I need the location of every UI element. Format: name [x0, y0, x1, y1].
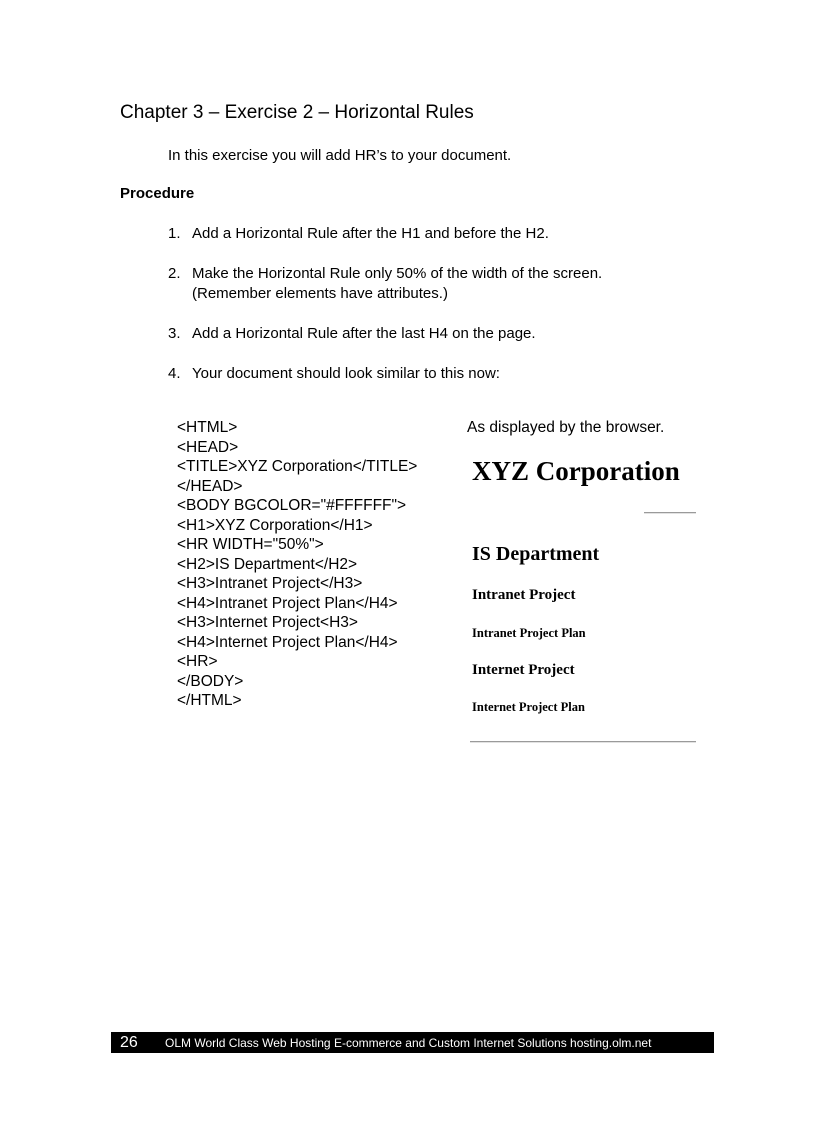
- step-number: 1.: [168, 225, 181, 242]
- step-text: Add a Horizontal Rule after the H1 and before the H2.: [192, 225, 549, 242]
- procedure-step: [168, 324, 688, 344]
- procedure-steps: [168, 224, 688, 404]
- code-line: <BODY BGCOLOR="#FFFFFF">: [177, 497, 407, 514]
- code-line: <H2>IS Department</H2>: [177, 555, 358, 573]
- procedure-step: [168, 224, 688, 244]
- preview-h2: IS Department: [472, 543, 600, 565]
- code-line: <TITLE>XYZ Corporation</TITLE>: [177, 458, 418, 475]
- step-number: 2.: [168, 265, 181, 282]
- step-number: 4.: [168, 365, 181, 382]
- chapter-title: Chapter 3 – Exercise 2 – Horizontal Rules: [120, 102, 474, 123]
- procedure-heading: Procedure: [120, 185, 195, 202]
- preview-h3-internet: Internet Project: [472, 662, 575, 678]
- browser-preview: [470, 450, 698, 750]
- code-line: <HR>: [177, 653, 218, 670]
- footer-text: OLM World Class Web Hosting E-commerce and Custom Internet Solutions hosting.olm.net: [165, 1036, 652, 1050]
- code-line: </HTML>: [177, 692, 242, 709]
- preview-h4-internet: Internet Project Plan: [472, 700, 585, 714]
- code-line: <HEAD>: [177, 438, 239, 456]
- preview-h1: XYZ Corporation: [472, 456, 680, 486]
- procedure-step: [168, 264, 688, 304]
- page-footer: [111, 1032, 714, 1053]
- preview-hr-half-width: [644, 512, 696, 514]
- code-line: <HTML>: [177, 419, 238, 436]
- exercise-intro: In this exercise you will add HR’s to your document.: [168, 147, 512, 164]
- step-number: 3.: [168, 325, 181, 342]
- step-text: Make the Horizontal Rule only 50% of the width of the screen.: [192, 265, 603, 282]
- html-code-listing: [177, 418, 417, 711]
- code-line: <H4>Intranet Project Plan</H4>: [177, 594, 398, 612]
- step-text: (Remember elements have attributes.): [192, 285, 448, 302]
- preview-h3-intranet: Intranet Project: [472, 587, 576, 603]
- page-number: 26: [120, 1034, 138, 1051]
- preview-hr-full-width: [470, 741, 696, 743]
- step-text: Your document should look similar to this now:: [192, 365, 500, 382]
- procedure-step: [168, 364, 688, 384]
- preview-h4-intranet: Intranet Project Plan: [472, 626, 586, 640]
- code-line: <H3>Internet Project<H3>: [177, 614, 358, 631]
- code-line: <H1>XYZ Corporation</H1>: [177, 516, 373, 534]
- code-line: <H4>Internet Project Plan</H4>: [177, 633, 398, 651]
- code-line: </BODY>: [177, 672, 244, 690]
- browser-caption: As displayed by the browser.: [467, 419, 665, 436]
- step-text: Add a Horizontal Rule after the last H4 on the page.: [192, 325, 536, 342]
- code-line: <HR WIDTH="50%">: [177, 536, 324, 553]
- code-line: <H3>Intranet Project</H3>: [177, 575, 363, 592]
- code-line: </HEAD>: [177, 477, 243, 495]
